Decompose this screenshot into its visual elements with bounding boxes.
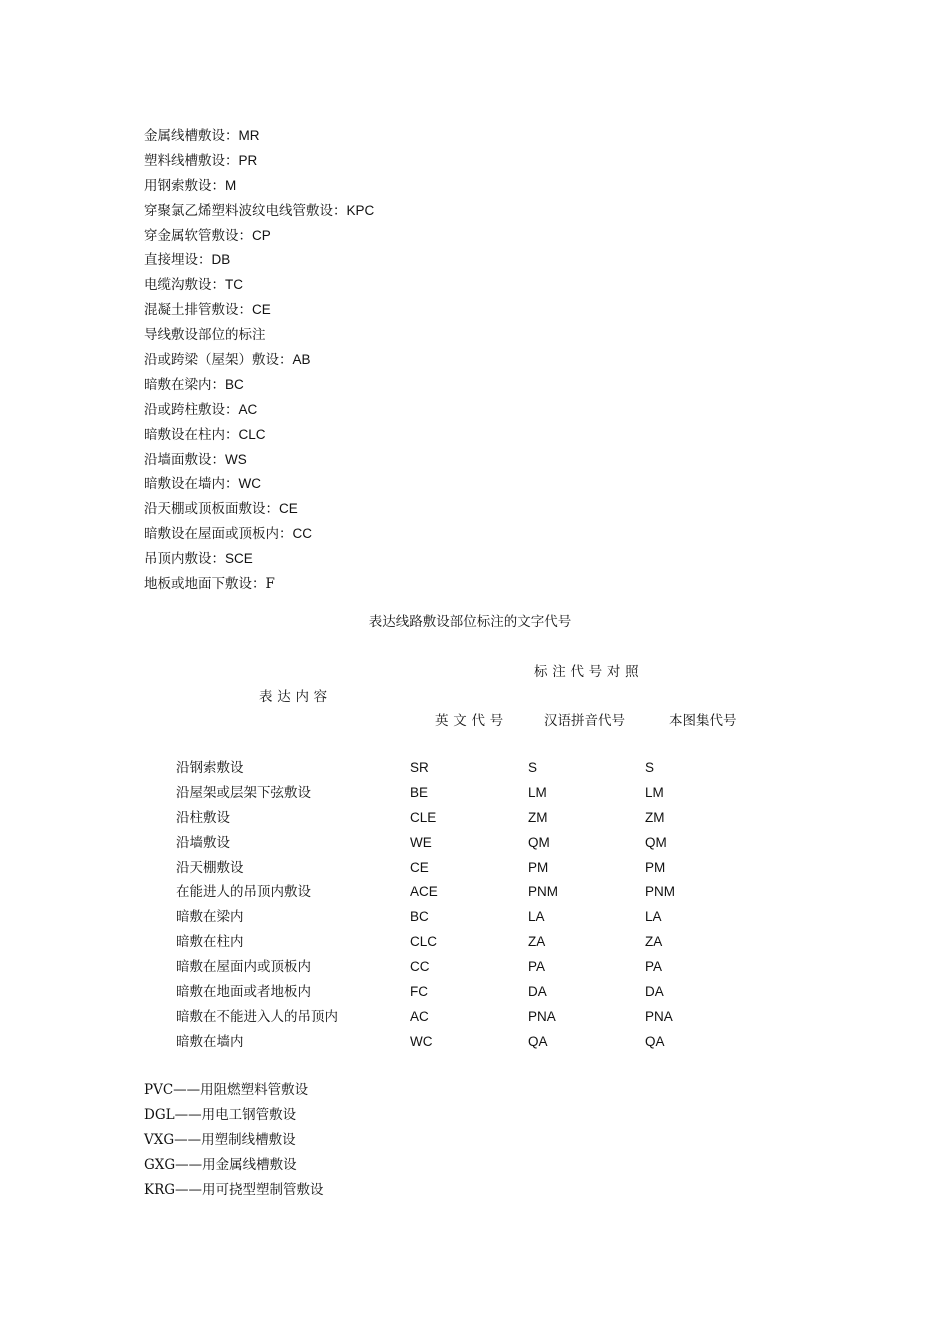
method-label: 沿天棚或顶板面敷设：	[144, 501, 279, 518]
cell-content: 暗敷在柱内	[176, 934, 244, 951]
method-code: WC	[238, 476, 261, 492]
method-item	[144, 323, 374, 348]
note-item: PVC——用阻燃塑料管敷设	[144, 1082, 309, 1098]
method-label: 暗敷设在屋面或顶板内：	[144, 526, 293, 543]
cell-content: 暗敷在梁内	[176, 909, 244, 926]
method-item	[144, 497, 374, 522]
method-code: MR	[238, 128, 260, 143]
cell-atlas-code: PA	[645, 959, 663, 975]
code-table	[176, 756, 736, 1055]
cell-pinyin-code: ZM	[528, 809, 548, 825]
header-content: 表达内容	[259, 689, 332, 705]
cell-content: 暗敷在地面或者地板内	[176, 984, 311, 1001]
cell-atlas-code: PNA	[645, 1008, 673, 1024]
cell-english-code: BC	[410, 909, 429, 925]
method-code: CC	[292, 526, 312, 542]
method-item	[144, 472, 374, 497]
header-pinyin-code: 汉语拼音代号	[544, 713, 625, 729]
cell-pinyin-code: PNA	[528, 1008, 556, 1024]
method-code: M	[225, 177, 237, 193]
cell-atlas-code: ZA	[645, 934, 663, 950]
method-label: 暗敷在梁内：	[144, 376, 225, 393]
cell-content: 沿柱敷设	[176, 809, 230, 826]
method-code: CE	[252, 302, 271, 318]
method-item	[144, 423, 374, 448]
cell-english-code: WC	[410, 1033, 433, 1049]
table-row	[176, 856, 736, 881]
method-code: WS	[225, 451, 247, 467]
cell-atlas-code: DA	[645, 984, 664, 1000]
table-row	[176, 831, 736, 856]
cell-content: 在能进人的吊顶内敷设	[176, 884, 311, 901]
method-label: 用钢索敷设：	[144, 177, 225, 194]
method-label: 电缆沟敷设：	[144, 277, 225, 294]
method-code: PR	[238, 152, 258, 168]
cell-english-code: CC	[410, 959, 430, 975]
method-code: CE	[279, 501, 298, 517]
method-label: 塑料线槽敷设：	[144, 152, 239, 169]
method-label: 混凝土排管敷设：	[144, 302, 252, 319]
method-code: AC	[238, 401, 258, 417]
cell-atlas-code: PM	[645, 859, 666, 875]
cell-content: 暗敷在墙内	[176, 1033, 244, 1050]
cell-english-code: BE	[410, 784, 429, 800]
table-row	[176, 781, 736, 806]
cell-content: 沿钢索敷设	[176, 760, 244, 776]
cell-atlas-code: LM	[645, 784, 664, 800]
header-atlas-code: 本图集代号	[669, 713, 737, 729]
method-item	[144, 448, 374, 473]
method-label: 沿或跨柱敷设：	[144, 401, 239, 418]
table-title: 表达线路敷设部位标注的文字代号	[368, 614, 572, 630]
method-label: 吊顶内敷设：	[144, 551, 225, 568]
cell-pinyin-code: ZA	[528, 934, 546, 950]
method-code: TC	[225, 277, 243, 293]
cell-atlas-code: QA	[645, 1033, 665, 1049]
method-item	[144, 199, 374, 224]
method-item	[144, 174, 374, 199]
method-item	[144, 522, 374, 547]
method-item	[144, 224, 374, 249]
method-label: 暗敷设在墙内：	[144, 476, 239, 493]
cell-pinyin-code: LA	[528, 909, 545, 925]
note-item: KRG——用可挠型塑制管敷设	[144, 1181, 324, 1198]
method-code: F	[265, 576, 275, 593]
method-code: DB	[211, 252, 231, 268]
cell-atlas-code: LA	[645, 909, 662, 925]
cell-atlas-code: PNM	[645, 884, 675, 900]
cell-pinyin-code: PNM	[528, 884, 558, 900]
method-label: 暗敷设在柱内：	[144, 426, 239, 443]
method-item	[144, 273, 374, 298]
table-row	[176, 955, 736, 980]
cell-content: 暗敷在不能进入人的吊顶内	[176, 1008, 338, 1025]
cell-pinyin-code: QA	[528, 1033, 548, 1049]
method-code: SCE	[225, 551, 253, 567]
method-item	[144, 398, 374, 423]
method-item	[144, 149, 374, 174]
method-code: BC	[225, 376, 244, 392]
cell-pinyin-code: DA	[528, 984, 547, 1000]
method-code: AB	[292, 352, 311, 368]
cell-english-code: FC	[410, 984, 428, 1000]
cell-atlas-code: QM	[645, 834, 667, 850]
cell-english-code: ACE	[410, 884, 438, 900]
cell-english-code: AC	[410, 1008, 429, 1024]
table-row	[176, 1005, 736, 1030]
note-item: GXG——用金属线槽敷设	[144, 1156, 297, 1173]
table-row	[176, 1030, 736, 1055]
header-code-group: 标注代号对照	[534, 664, 644, 680]
method-label: 导线敷设部位的标注	[144, 327, 266, 344]
table-row	[176, 880, 736, 905]
cell-content: 暗敷在屋面内或顶板内	[176, 959, 311, 976]
table-row	[176, 980, 736, 1005]
method-item	[144, 248, 374, 273]
method-label: 直接埋设：	[144, 252, 212, 269]
table-row	[176, 930, 736, 955]
pipe-notes-list	[144, 1078, 324, 1202]
laying-method-list	[144, 124, 374, 597]
header-english-code: 英文代号	[435, 713, 508, 729]
method-label: 沿或跨梁（屋架）敷设：	[144, 352, 293, 369]
cell-pinyin-code: PM	[528, 859, 549, 875]
method-label: 金属线槽敷设：	[144, 128, 239, 144]
note-item: VXG——用塑制线槽敷设	[144, 1131, 296, 1148]
cell-english-code: CLC	[410, 934, 438, 950]
method-code: KPC	[346, 202, 375, 218]
cell-english-code: CE	[410, 859, 429, 875]
method-item	[144, 572, 374, 597]
method-item	[144, 298, 374, 323]
cell-atlas-code: ZM	[645, 809, 665, 825]
cell-content: 沿墙敷设	[176, 834, 230, 851]
note-item: DGL——用电工钢管敷设	[144, 1106, 297, 1123]
cell-pinyin-code: QM	[528, 834, 550, 850]
method-label: 穿金属软管敷设：	[144, 227, 252, 244]
cell-atlas-code: S	[645, 760, 655, 775]
method-item	[144, 547, 374, 572]
cell-english-code: SR	[410, 760, 429, 775]
cell-english-code: CLE	[410, 809, 437, 825]
cell-content: 沿屋架或层架下弦敷设	[176, 784, 311, 801]
method-code: CLC	[238, 426, 266, 442]
method-label: 地板或地面下敷设：	[144, 576, 266, 593]
cell-pinyin-code: LM	[528, 784, 547, 800]
table-row	[176, 905, 736, 930]
table-row	[176, 756, 736, 781]
method-label: 穿聚氯乙烯塑料波纹电线管敷设：	[144, 202, 347, 219]
cell-pinyin-code: S	[528, 760, 538, 775]
cell-content: 沿天棚敷设	[176, 859, 244, 876]
method-item	[144, 124, 374, 149]
method-code: CP	[252, 227, 271, 243]
method-label: 沿墙面敷设：	[144, 451, 225, 468]
method-item	[144, 348, 374, 373]
method-item	[144, 373, 374, 398]
table-row	[176, 806, 736, 831]
cell-english-code: WE	[410, 834, 432, 850]
cell-pinyin-code: PA	[528, 959, 546, 975]
